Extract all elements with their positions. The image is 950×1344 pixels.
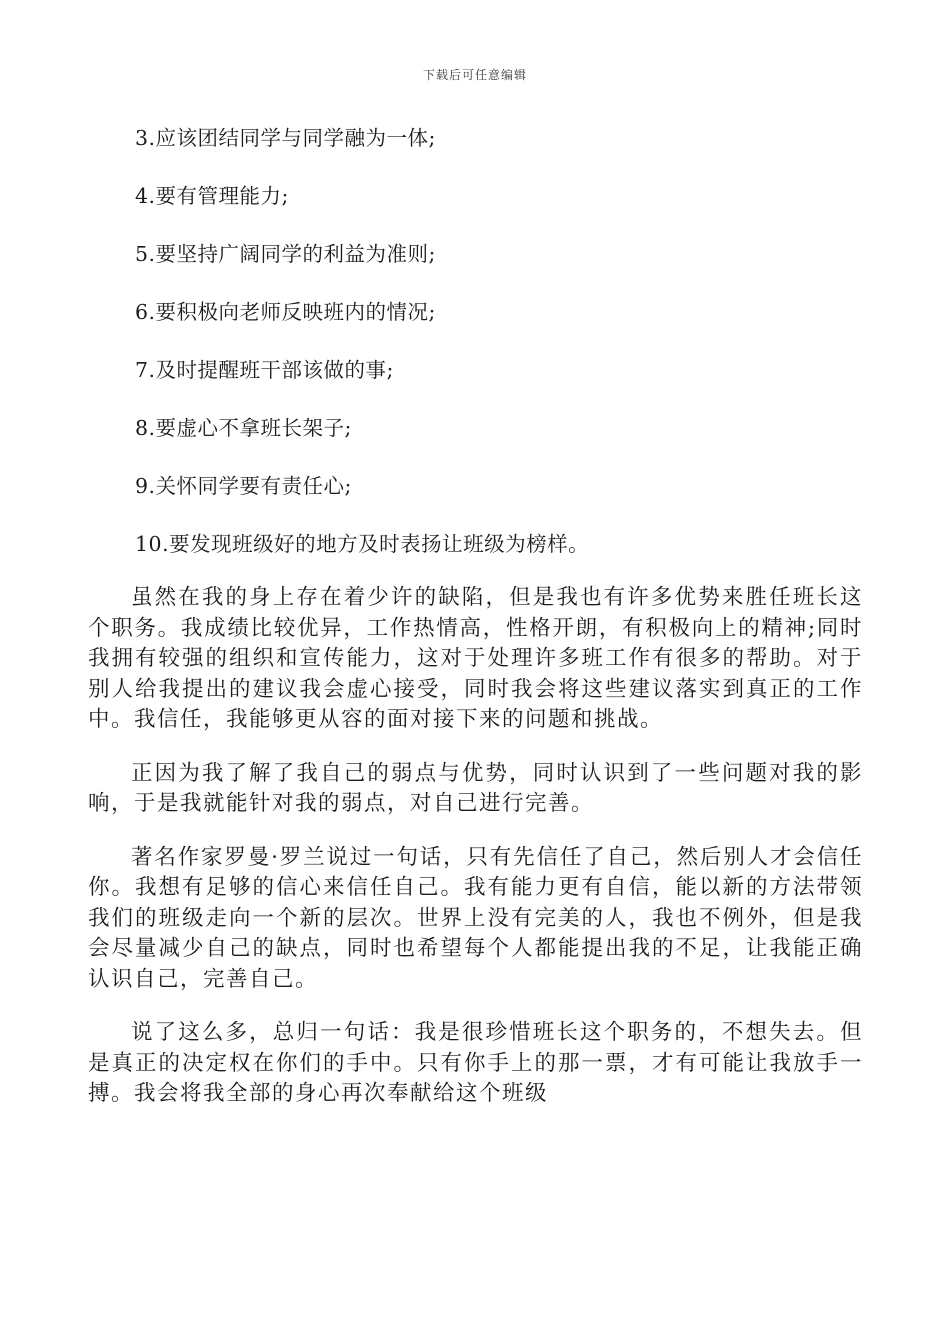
paragraph: 著名作家罗曼·罗兰说过一句话，只有先信任了自己，然后别人才会信任你。我想有足够的信心来信任自己。我有能力更有自信，能以新的方法带领我们的班级走向一个新的层次。世界上没有完美的人，我也不例外，但是我会尽量减少自己的缺点，同时也希望每个人都能提出我的不足，让我能正确认识自己，完善自己。 bbox=[88, 844, 863, 992]
list-item: 5.要坚持广阔同学的利益为准则; bbox=[135, 242, 436, 266]
list-item: 4.要有管理能力; bbox=[135, 184, 289, 208]
list-item: 8.要虚心不拿班长架子; bbox=[135, 416, 352, 440]
list-item: 10.要发现班级好的地方及时表扬让班级为榜样。 bbox=[135, 532, 590, 556]
header-note: 下载后可任意编辑 bbox=[422, 68, 527, 82]
list-item: 7.及时提醒班干部该做的事; bbox=[135, 358, 394, 382]
list-item: 6.要积极向老师反映班内的情况; bbox=[135, 300, 436, 324]
paragraph: 虽然在我的身上存在着少许的缺陷，但是我也有许多优势来胜任班长这个职务。我成绩比较优异，工作热情高，性格开朗，有积极向上的精神;同时我拥有较强的组织和宣传能力，这对于处理许多班工作有很多的帮助。对于别人给我提出的建议我会虚心接受，同时我会将这些建议落实到真正的工作中。我信任，我能够更从容的面对接下来的问题和挑战。 bbox=[88, 585, 863, 732]
body-text bbox=[88, 583, 863, 1133]
list-item: 3.应该团结同学与同学融为一体; bbox=[135, 126, 436, 150]
list-item: 9.关怀同学要有责任心; bbox=[135, 474, 352, 498]
numbered-list bbox=[135, 120, 855, 584]
paragraph: 说了这么多，总归一句话：我是很珍惜班长这个职务的，不想失去。但是真正的决定权在你们的手中。只有你手上的那一票，才有可能让我放手一搏。我会将我全部的身心再次奉献给这个班级 bbox=[88, 1020, 863, 1106]
paragraph: 正因为我了解了我自己的弱点与优势，同时认识到了一些问题对我的影响，于是我就能针对我的弱点，对自己进行完善。 bbox=[88, 760, 863, 816]
